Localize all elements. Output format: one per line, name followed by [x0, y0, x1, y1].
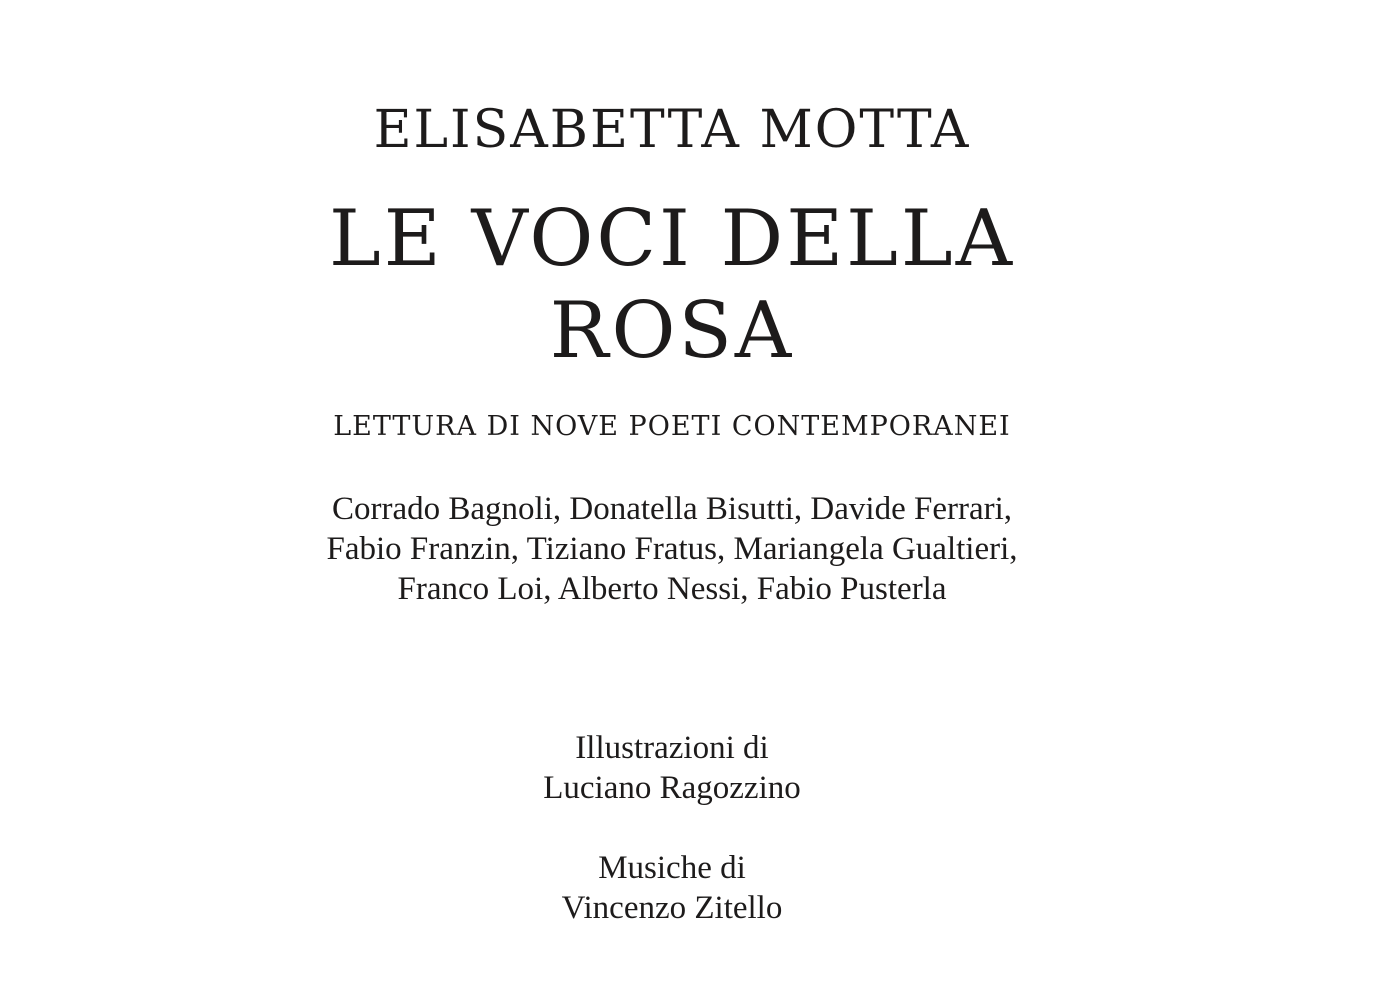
poets-line: Fabio Franzin, Tiziano Fratus, Mariangela Gualtieri,: [326, 531, 1018, 567]
illustrations-credit: [0, 728, 1344, 808]
composer-name: Vincenzo Zitello: [561, 890, 783, 926]
poets-list: [0, 489, 1344, 609]
music-label: Musiche di: [598, 850, 746, 886]
illustrations-label: Illustrazioni di: [575, 730, 769, 766]
poets-line: Franco Loi, Alberto Nessi, Fabio Pusterla: [397, 571, 947, 607]
book-subtitle: LETTURA DI NOVE POETI CONTEMPORANEI: [333, 411, 1011, 442]
illustrator-name: Luciano Ragozzino: [543, 770, 801, 806]
book-title-line-1: LE VOCI DELLA: [328, 194, 1016, 284]
book-title-line-2: ROSA: [549, 286, 795, 376]
poets-line: Corrado Bagnoli, Donatella Bisutti, Davide Ferrari,: [331, 491, 1012, 527]
author-name: ELISABETTA MOTTA: [373, 100, 971, 160]
music-credit: [0, 848, 1344, 928]
